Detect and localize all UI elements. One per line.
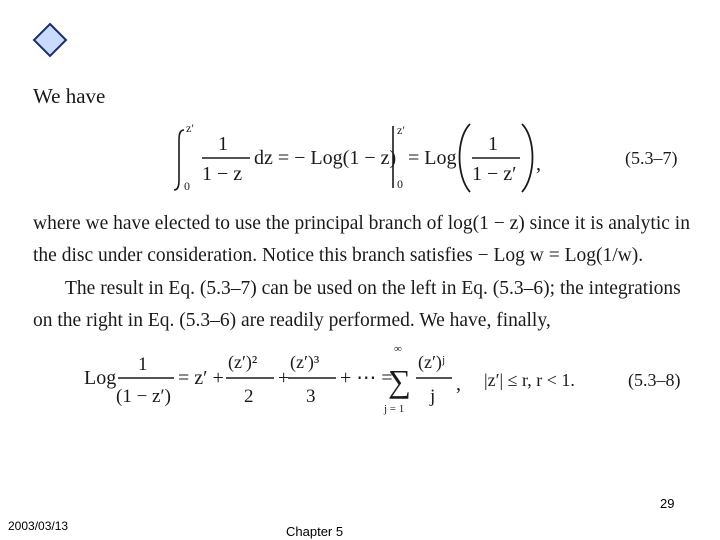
sum-upper: ∞ <box>394 343 402 355</box>
equation-label-5-3-7: (5.3–7) <box>625 148 678 168</box>
integral-sign <box>174 130 184 190</box>
equation-label-5-3-8: (5.3–8) <box>628 370 681 390</box>
paragraph1-line1: where we have elected to use the principal branch of log(1 − z) since it is analytic in <box>33 213 690 234</box>
page-number: 29 <box>660 496 675 511</box>
sum-sign: ∑ <box>388 363 411 399</box>
paragraph2-line1: The result in Eq. (5.3–7) can be used on the left in Eq. (5.3–6); the integrations <box>65 278 681 299</box>
eq2-frac2-denominator: 2 <box>244 386 254 407</box>
eq2-dots: + ⋯ = <box>340 367 393 389</box>
footer-chapter: Chapter 5 <box>286 524 344 539</box>
frac2-denominator: 1 − z′ <box>472 163 517 185</box>
equation-5-3-8 <box>84 340 464 430</box>
eq2-log: Log <box>84 367 117 389</box>
eq2-plus: + <box>278 367 290 389</box>
frac2-numerator: 1 <box>488 133 498 155</box>
eq2-equals-z: = z′ + <box>178 367 224 389</box>
eval-lower: 0 <box>397 177 403 191</box>
eq2-frac4-denominator: j <box>430 386 436 407</box>
eq1-comma: , <box>536 153 541 175</box>
eq2-frac4-numerator: (z′)ʲ <box>418 352 445 372</box>
eq2-frac1-denominator: (1 − z′) <box>116 386 171 407</box>
eq1-log: = Log <box>408 147 457 169</box>
paragraph2-line2: on the right in Eq. (5.3–6) are readily performed. We have, finally, <box>33 310 551 331</box>
eq2-frac1-numerator: 1 <box>138 354 148 375</box>
integral-upper: z′ <box>186 121 194 135</box>
eq2-frac3-denominator: 3 <box>306 386 316 407</box>
eq1-middle: dz = − Log(1 − z) <box>254 147 397 169</box>
intro-text: We have <box>33 84 106 108</box>
diamond-icon <box>30 20 70 60</box>
eq2-comma: , <box>456 373 461 395</box>
sum-lower: j = 1 <box>384 403 405 415</box>
paragraph1-line2: the disc under consideration. Notice this branch satisfies − Log w = Log(1/w). <box>33 245 644 266</box>
equation-5-3-7 <box>170 118 550 198</box>
eq2-frac3-numerator: (z′)³ <box>290 352 320 372</box>
eval-upper: z′ <box>397 123 405 137</box>
eq2-frac2-numerator: (z′)² <box>228 352 258 372</box>
frac1-numerator: 1 <box>218 133 228 155</box>
frac1-denominator: 1 − z <box>202 163 243 185</box>
integral-lower: 0 <box>184 179 190 193</box>
footer-date: 2003/03/13 <box>8 519 69 533</box>
equation-condition: |z′| ≤ r, r < 1. <box>484 370 575 390</box>
